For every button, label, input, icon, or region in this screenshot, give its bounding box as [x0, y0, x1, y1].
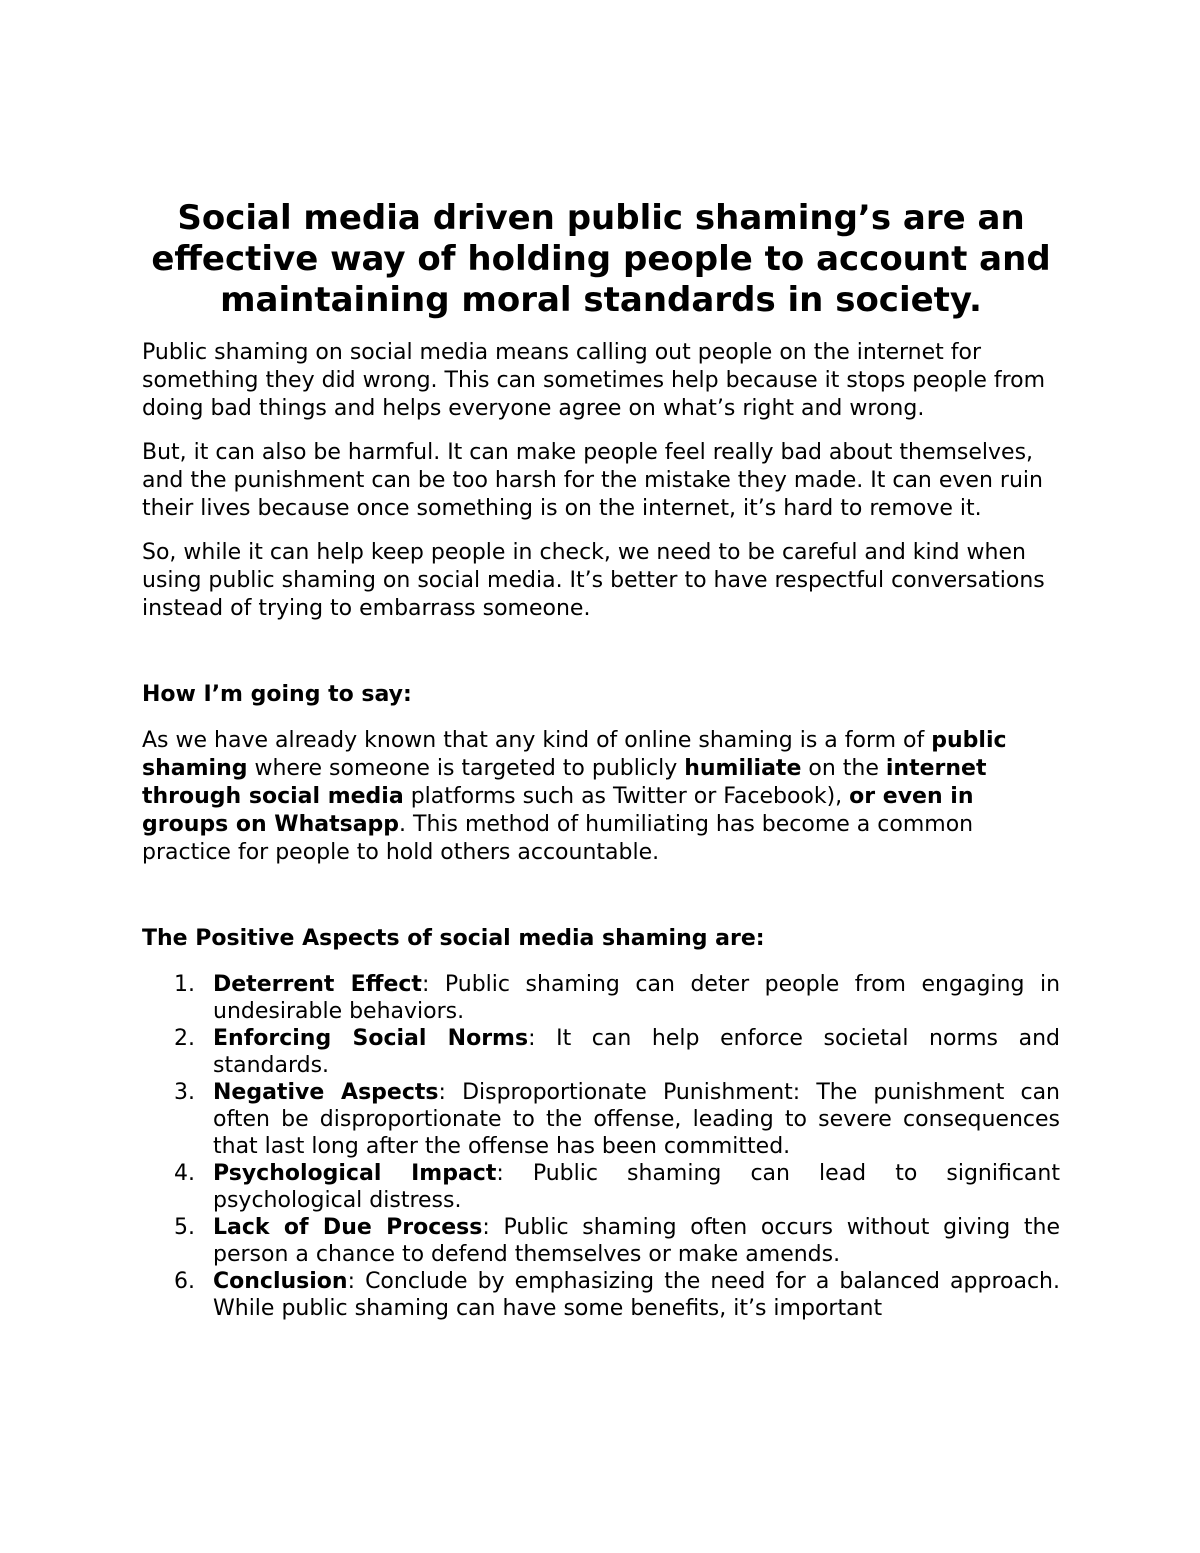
list-text: : Conclude by emphasizing the need for a balanced approach. While public shaming can have some benefits, it’s important — [213, 1269, 1060, 1321]
how-bold-4: or even in groups on Whatsapp — [142, 784, 974, 837]
how-text-3: on the — [801, 756, 886, 781]
intro-paragraph: Public shaming on social media means calling out people on the internet for something they did wrong. This can sometimes help because it stops people from doing bad things and helps everyone agree on what’s right and wrong. — [142, 340, 1046, 421]
list-text: : Public shaming can deter people from engaging in undesirable behaviors. — [213, 972, 1061, 1024]
how-text-1: As we have already known that any kind of online shaming is a form of — [142, 728, 932, 753]
list-number: 1. — [174, 972, 195, 997]
blank-line — [142, 883, 1060, 925]
list-text: : Disproportionate Punishment: The punishment can often be disproportionate to the offense, leading to severe consequences that last long after the offense has been committed. — [213, 1080, 1060, 1159]
document-content — [142, 198, 1060, 1322]
how-text-4: platforms such as Twitter or Facebook), — [403, 784, 850, 809]
list-item — [142, 971, 1060, 1025]
list-item — [142, 1214, 1060, 1268]
list-term: Lack of Due Process — [213, 1215, 483, 1240]
list-term: Deterrent Effect — [213, 972, 422, 997]
list-number: 3. — [174, 1080, 195, 1105]
list-number: 2. — [174, 1026, 195, 1051]
how-text-5: . This method of humiliating has become a common practice for people to hold others accountable. — [142, 812, 974, 865]
how-paragraph — [142, 727, 1060, 867]
list-term: Enforcing Social Norms — [213, 1026, 529, 1051]
how-heading: How I’m going to say: — [142, 682, 412, 707]
list-item — [142, 1025, 1060, 1079]
how-bold-2: humiliate — [684, 756, 802, 781]
list-term: Negative Aspects — [213, 1080, 439, 1105]
list-item — [142, 1160, 1060, 1214]
list-number: 6. — [174, 1269, 195, 1294]
list-text: : It can help enforce societal norms and standards. — [213, 1026, 1060, 1078]
conclusion-paragraph: So, while it can help keep people in check, we need to be careful and kind when using public shaming on social media. It’s better to have respectful conversations instead of trying to embarrass someone. — [142, 540, 1045, 621]
list-number: 5. — [174, 1215, 195, 1240]
how-bold-1: public shaming — [142, 728, 1007, 781]
list-number: 4. — [174, 1161, 195, 1186]
how-bold-3: internet through social media — [142, 756, 987, 809]
list-term: Conclusion — [213, 1269, 348, 1294]
positive-aspects-heading: The Positive Aspects of social media shaming are: — [142, 926, 765, 951]
blank-line — [142, 639, 1060, 681]
list-item — [142, 1079, 1060, 1160]
list-text: : Public shaming often occurs without giving the person a chance to defend themselves or make amends. — [213, 1215, 1060, 1267]
list-text: : Public shaming can lead to significant psychological distress. — [213, 1161, 1060, 1213]
list-term: Psychological Impact — [213, 1161, 497, 1186]
how-text-2: where someone is targeted to publicly — [247, 756, 685, 781]
list-item — [142, 1268, 1060, 1322]
aspects-list — [142, 971, 1060, 1322]
document-title: Social media driven public shaming’s are an effective way of holding people to account and maintaining moral standards in society. — [151, 198, 1051, 320]
harm-paragraph: But, it can also be harmful. It can make people feel really bad about themselves, and the punishment can be too harsh for the mistake they made. It can even ruin their lives because once something is on the internet, it’s hard to remove it. — [142, 440, 1043, 521]
